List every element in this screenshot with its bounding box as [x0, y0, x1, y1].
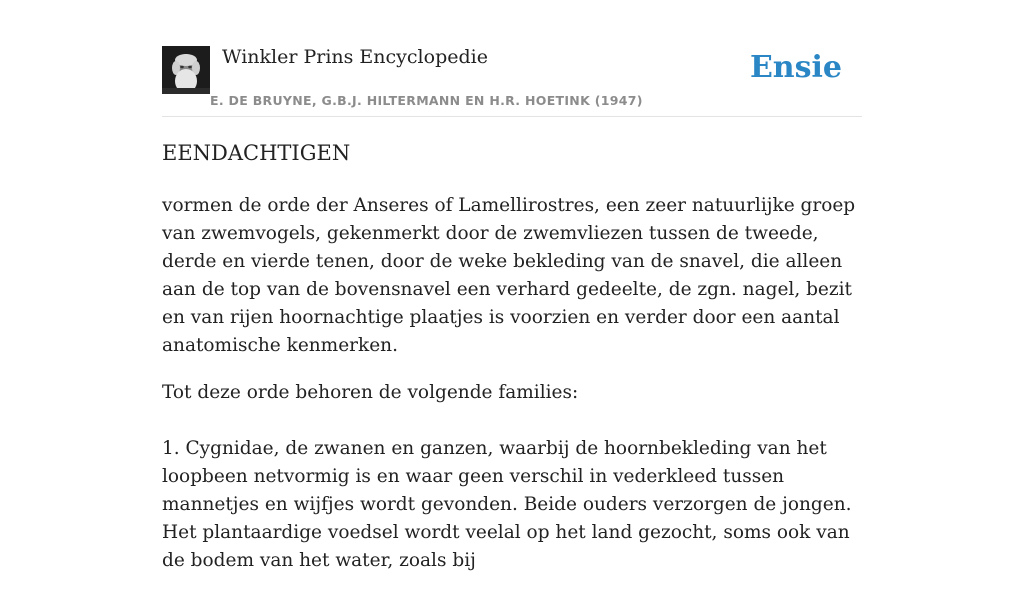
entry-title: EENDACHTIGEN [162, 141, 351, 165]
paragraph-cygnidae: 1. Cygnidae, de zwanen en ganzen, waarbij de hoornbekleding van het loopbeen netvormig is en waar geen verschil in vederkleed tussen mannetjes en wijfjes wordt gevonden. Beide ouders verzorgen de jongen. Het plantaardige voedsel wordt veelal op het land gezocht, soms ook van de bodem van het water, zoals bij [162, 438, 852, 571]
paragraph-definition: vormen de orde der Anseres of Lamellirostres, een zeer natuurlijke groep van zwemvogels, gekenmerkt door de zwemvliezen tussen de tweede, derde en vierde tenen, door de weke bekleding van de snavel, die alleen aan de top van de bovensnavel een verhard gedeelte, de zgn. nagel, bezit en van rijen hoornachtige plaatjes is voorzien en verder door een aantal anatomische kenmerken. [162, 195, 856, 356]
brand-logo-link[interactable]: Ensie [749, 50, 842, 85]
author-portrait[interactable] [162, 46, 210, 94]
source-title[interactable]: Winkler Prins Encyclopedie [222, 46, 488, 68]
article-page [162, 0, 862, 571]
source-header [162, 0, 862, 117]
entry-body [162, 192, 862, 594]
portrait-image [162, 46, 210, 94]
paragraph-families-intro: Tot deze orde behoren de volgende families: [162, 382, 579, 403]
source-authors: E. DE BRUYNE, G.B.J. HILTERMANN EN H.R. HOETINK (1947) [210, 93, 643, 108]
